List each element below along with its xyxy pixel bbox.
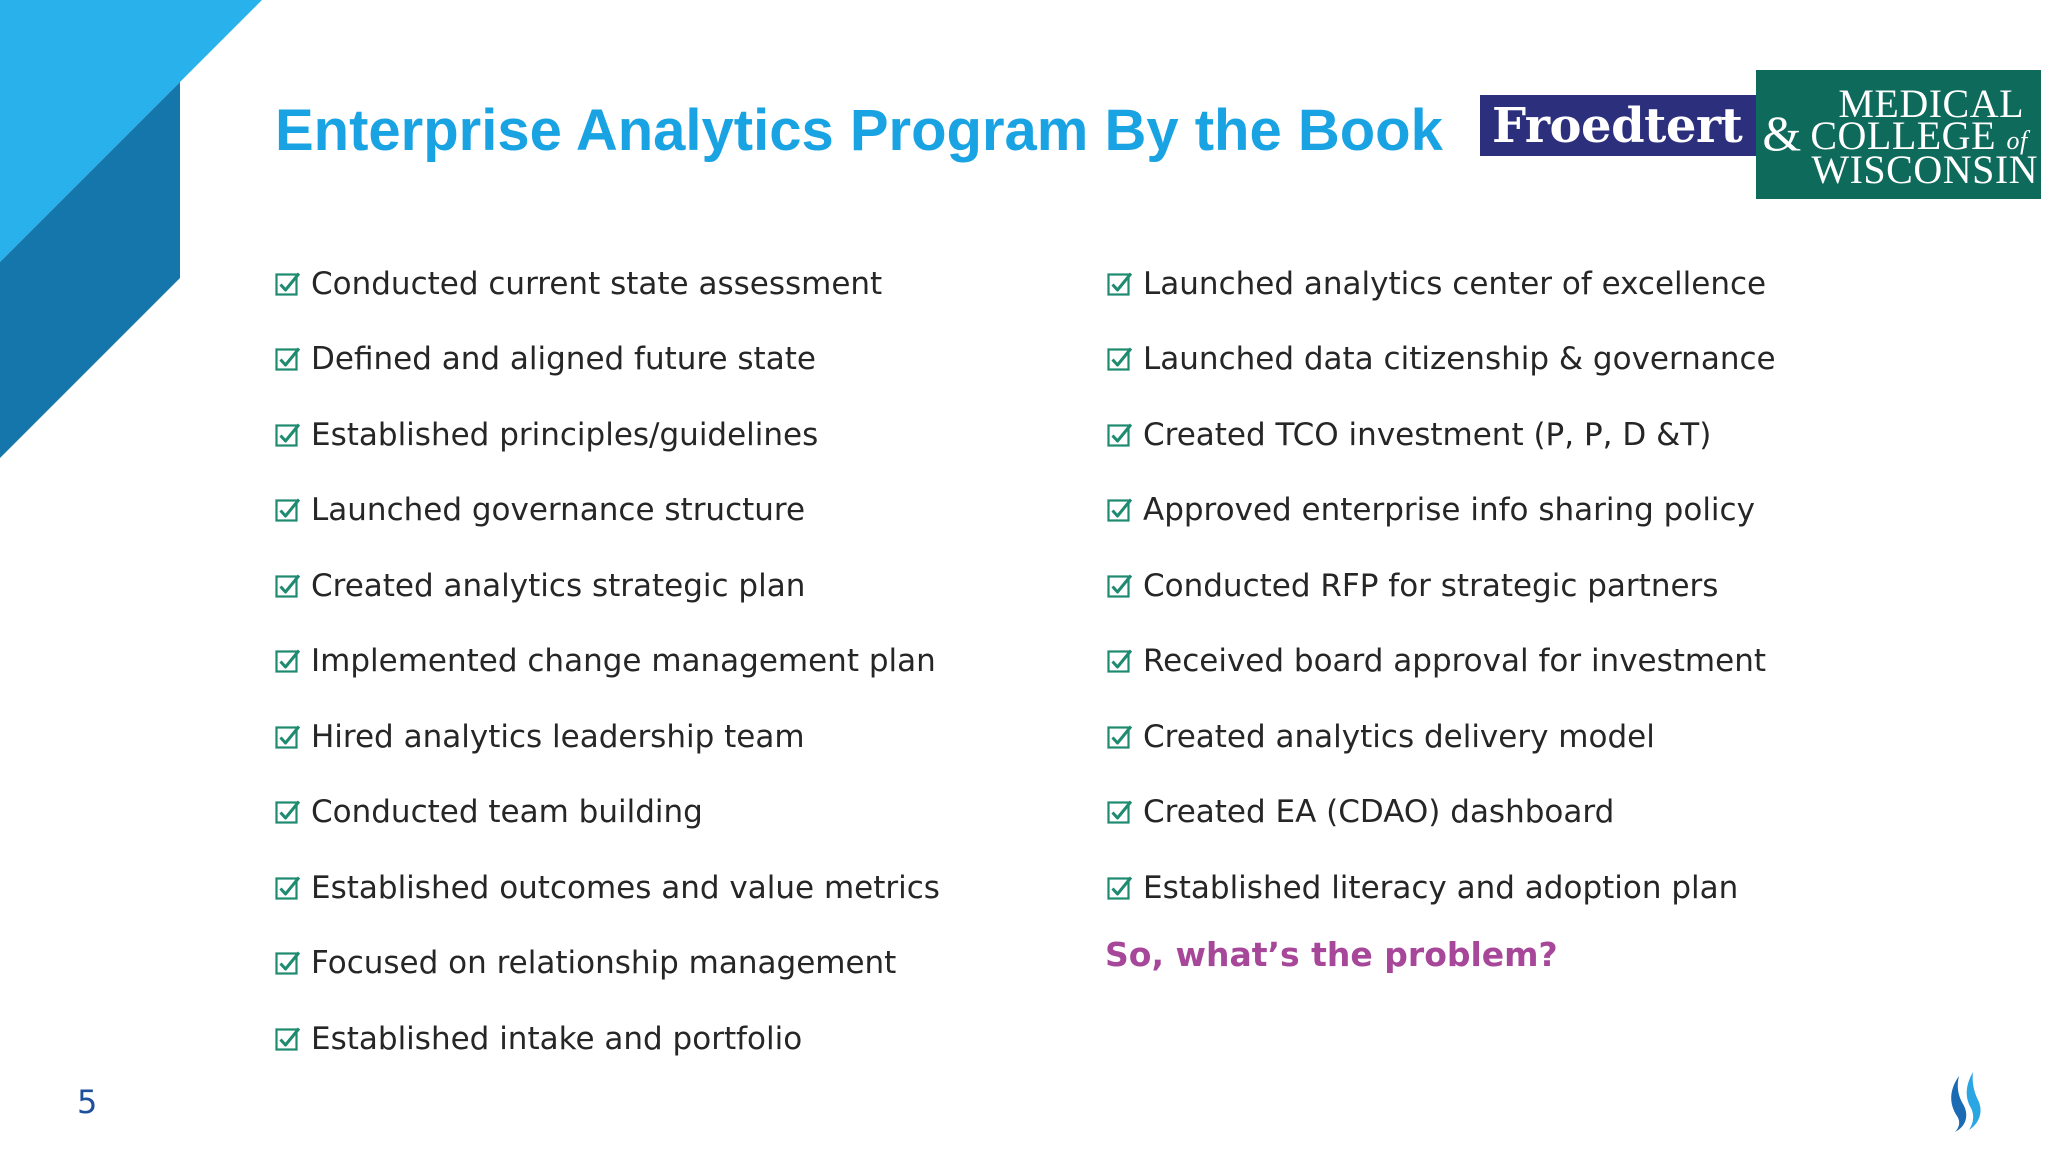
list-item [275, 548, 940, 624]
list-item-label: Launched analytics center of excellence [1143, 265, 1767, 302]
list-item [275, 850, 940, 926]
checked-box-icon [1107, 271, 1133, 297]
list-item-label: Conducted team building [311, 794, 703, 831]
logo-college: COLLEGE [1810, 113, 1996, 158]
checked-box-icon [275, 271, 301, 297]
list-item [1107, 322, 1776, 398]
corner-decoration [0, 0, 262, 460]
froedtert-mcw-logo [1480, 70, 2041, 199]
logo-medical: MEDICAL [1838, 81, 2025, 126]
list-item-label: Created analytics strategic plan [311, 567, 806, 604]
list-item-label: Established literacy and adoption plan [1143, 869, 1739, 906]
checked-box-icon [275, 724, 301, 750]
list-item [1107, 397, 1776, 473]
checked-box-icon [275, 497, 301, 523]
logo-mcw-block [1756, 70, 2041, 199]
problem-callout: So, what’s the problem? [1105, 935, 1558, 974]
logo-wisconsin: WISCONSIN [1811, 147, 2039, 192]
list-item [1107, 850, 1776, 926]
list-item [275, 246, 940, 322]
logo-of: of [2006, 126, 2028, 155]
list-item [1107, 775, 1776, 851]
checked-box-icon [275, 950, 301, 976]
checked-box-icon [275, 799, 301, 825]
list-item-label: Approved enterprise info sharing policy [1143, 492, 1755, 529]
list-item [275, 397, 940, 473]
list-item [1107, 548, 1776, 624]
checked-box-icon [1107, 422, 1133, 448]
slide-title: Enterprise Analytics Program By the Book [275, 98, 1443, 163]
checked-box-icon [1107, 573, 1133, 599]
checked-box-icon [1107, 497, 1133, 523]
list-item-label: Established principles/guidelines [311, 416, 819, 453]
list-item [275, 699, 940, 775]
list-item [1107, 624, 1776, 700]
list-item-label: Received board approval for investment [1143, 643, 1766, 680]
list-item-label: Created TCO investment (P, P, D &T) [1143, 416, 1712, 453]
checked-box-icon [1107, 648, 1133, 674]
checked-box-icon [275, 346, 301, 372]
list-item [1107, 246, 1776, 322]
list-item-label: Conducted RFP for strategic partners [1143, 567, 1719, 604]
checked-box-icon [1107, 346, 1133, 372]
list-item-label: Defined and aligned future state [311, 341, 816, 378]
list-item-label: Launched governance structure [311, 492, 806, 529]
checked-box-icon [1107, 799, 1133, 825]
list-item-label: Established outcomes and value metrics [311, 869, 940, 906]
list-item-label: Launched data citizenship & governance [1143, 341, 1776, 378]
list-item [275, 624, 940, 700]
list-item [1107, 699, 1776, 775]
logo-ampersand: & [1762, 105, 1802, 161]
right-checklist [1107, 246, 1776, 926]
list-item-label: Focused on relationship management [311, 945, 897, 982]
checked-box-icon [275, 573, 301, 599]
list-item [275, 926, 940, 1002]
list-item-label: Conducted current state assessment [311, 265, 883, 302]
logo-froedtert-text: Froedtert [1480, 95, 1756, 156]
list-item [1107, 473, 1776, 549]
checked-box-icon [275, 422, 301, 448]
list-item [275, 473, 940, 549]
checked-box-icon [1107, 875, 1133, 901]
list-item [275, 775, 940, 851]
left-checklist [275, 246, 940, 1077]
list-item-label: Created EA (CDAO) dashboard [1143, 794, 1615, 831]
list-item-label: Implemented change management plan [311, 643, 936, 680]
flame-icon [1945, 1070, 1987, 1134]
list-item-label: Created analytics delivery model [1143, 718, 1655, 755]
checked-box-icon [275, 648, 301, 674]
list-item [275, 322, 940, 398]
list-item-label: Hired analytics leadership team [311, 718, 805, 755]
checked-box-icon [275, 875, 301, 901]
checked-box-icon [1107, 724, 1133, 750]
list-item [275, 1001, 940, 1077]
page-number: 5 [77, 1083, 98, 1121]
checked-box-icon [275, 1026, 301, 1052]
list-item-label: Established intake and portfolio [311, 1020, 803, 1057]
